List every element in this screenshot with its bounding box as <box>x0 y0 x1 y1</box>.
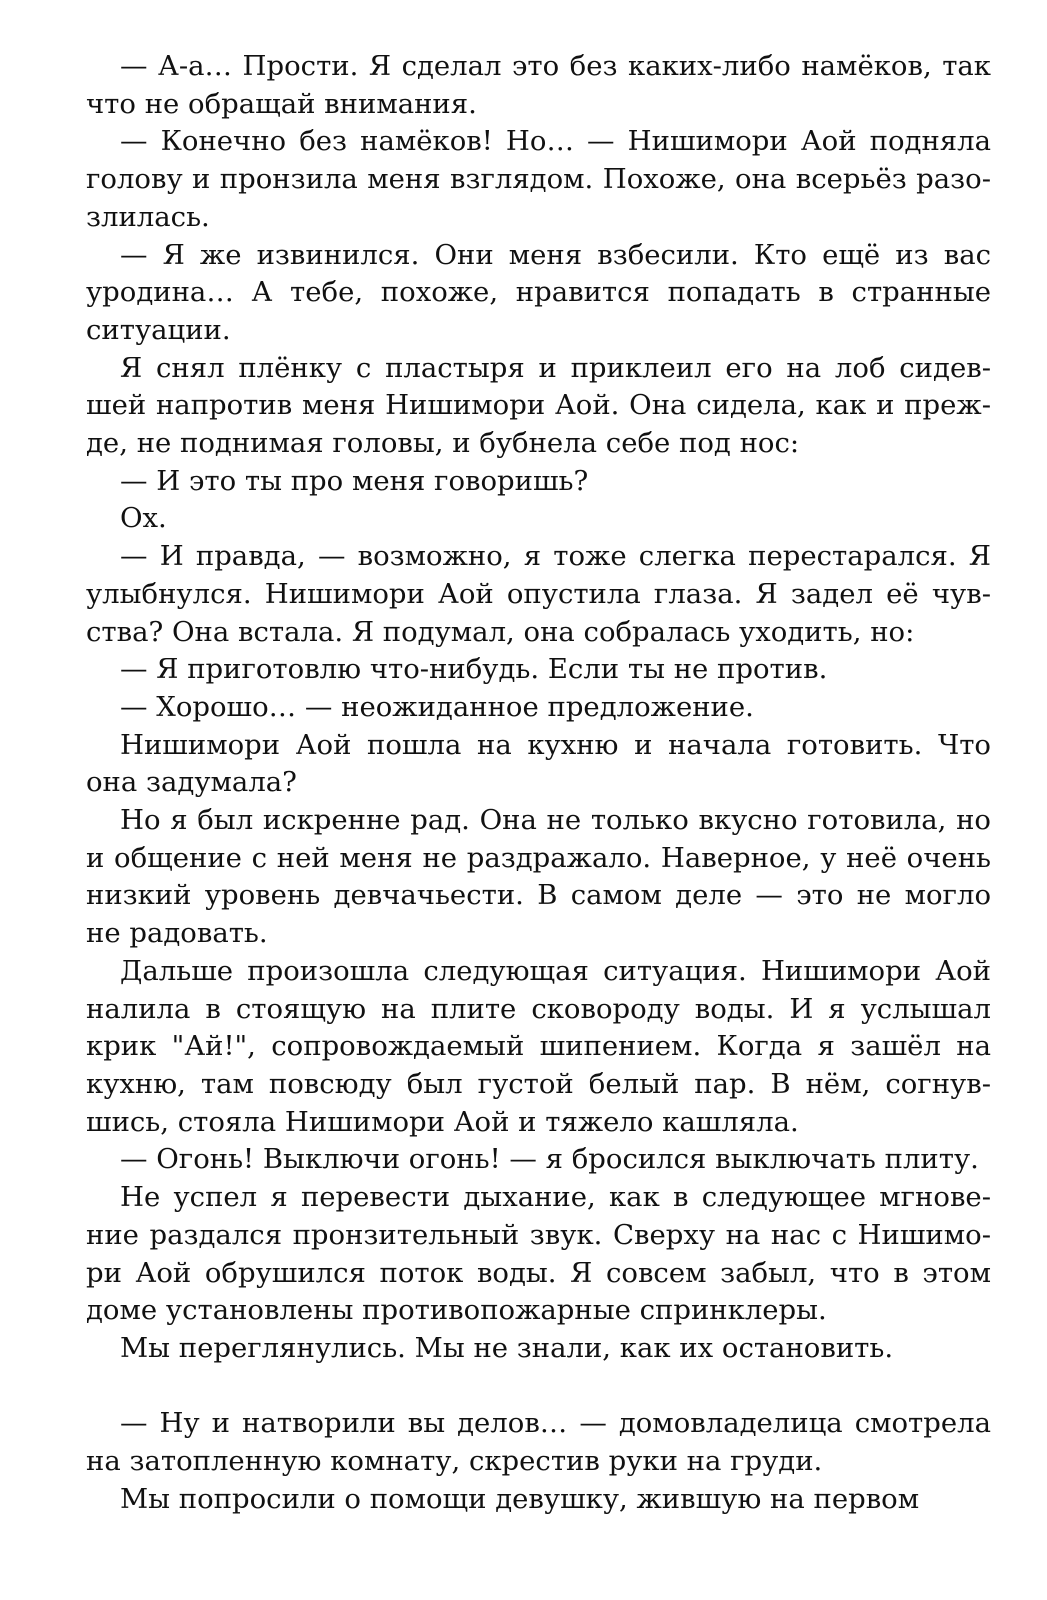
paragraph-17: Мы попросили о помощи девушку, жившую на первом <box>120 1482 920 1515</box>
paragraph-4: Я снял плёнку с пластыря и приклеил его на лоб сидевшей напротив меня Нишимори Аой. Она сидела, как и прежде, не поднимая головы, и бубнела себе под нос: <box>86 351 991 460</box>
paragraph-5: — И это ты про меня говоришь? <box>120 464 589 497</box>
paragraph-6: Ох. <box>120 502 167 535</box>
paragraph-16: — Ну и натворили вы делов… — домовладелица смотрела на затопленную комнату, скрестив руки на груди. <box>86 1407 991 1477</box>
paragraph-14: Не успел я перевести дыхание, как в следующее мгновение раздался пронзительный звук. Сверху на нас с Нишимори Аой обрушился поток воды. Я совсем забыл, что в этом доме установлены противопожарные спринклеры. <box>86 1181 991 1327</box>
scene-break <box>86 1368 991 1406</box>
paragraph-15: Мы переглянулись. Мы не знали, как их остановить. <box>120 1331 894 1364</box>
paragraph-10: Нишимори Аой пошла на кухню и начала готовить. Что она задумала? <box>86 728 991 799</box>
paragraph-13: — Огонь! Выключи огонь! — я бросился выключать плиту. <box>120 1143 979 1176</box>
paragraph-8: — Я приготовлю что-нибудь. Если ты не против. <box>120 653 828 686</box>
paragraph-7: — И правда, — возможно, я тоже слегка перестарался. Я улыбнулся. Нишимори Аой опустила глаза. Я задел её чувства? Она встала. Я подумал, она собралась уходить, но: <box>86 540 991 648</box>
paragraph-12: Дальше произошла следующая ситуация. Нишимори Аой налила в стоящую на плите сковороду воды. И я услышал крик "Ай!", сопровождаемый шипением. Когда я зашёл на кухню, там повсюду был густой белый пар. В нём, согнувшись, стояла Нишимори Аой и тяжело кашляла. <box>86 954 991 1138</box>
book-page-text <box>86 48 991 1518</box>
paragraph-2: — Конечно без намёков! Но… — Нишимори Аой подняла голову и пронзила меня взглядом. Похоже, она всерьёз разозлилась. <box>86 125 991 233</box>
paragraph-3: — Я же извинился. Они меня взбесили. Кто ещё из вас уродина… А тебе, похоже, нравится попадать в странные ситуации. <box>86 238 991 346</box>
paragraph-9: — Хорошо… — неожиданное предложение. <box>120 690 754 723</box>
paragraph-1: — А-а… Прости. Я сделал это без каких-либо намёков, так что не обращай внимания. <box>86 50 991 120</box>
paragraph-11: Но я был искренне рад. Она не только вкусно готовила, но и общение с ней меня не раздражало. Наверное, у неё очень низкий уровень девчачьести. В самом деле — это не могло не радовать. <box>86 804 991 950</box>
